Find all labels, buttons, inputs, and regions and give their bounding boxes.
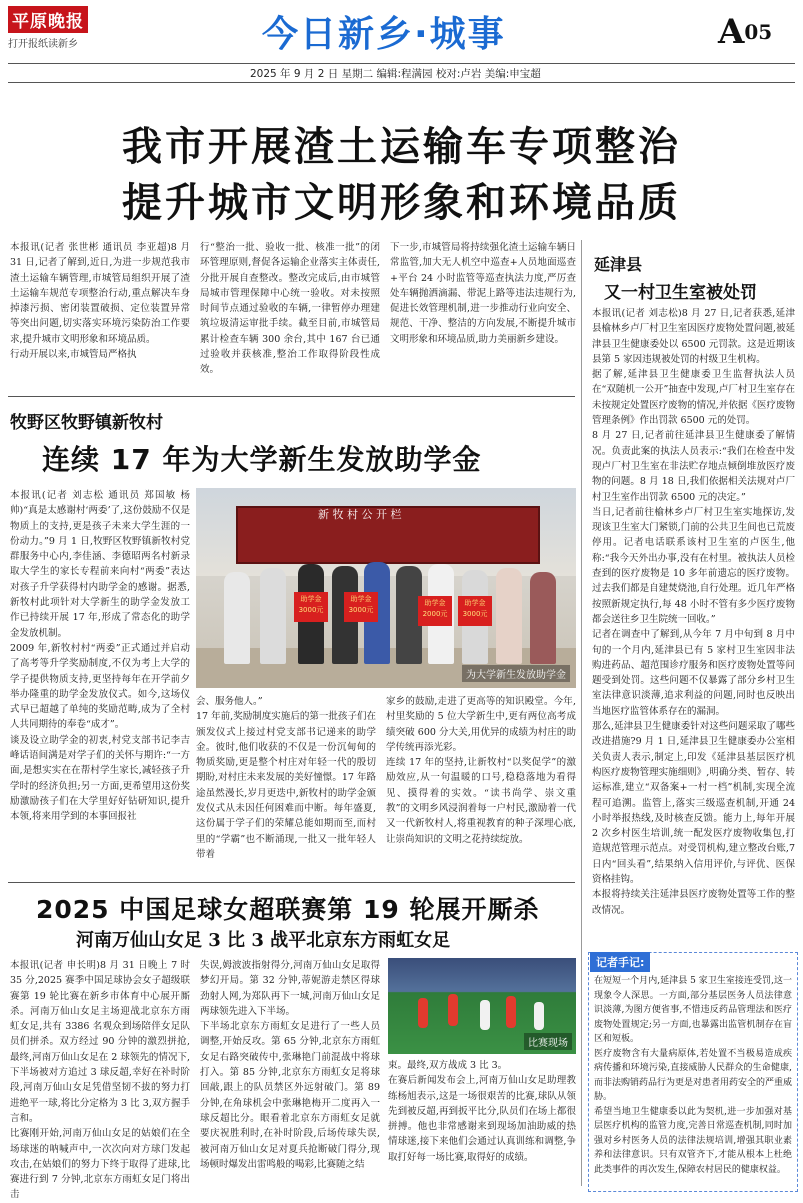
reporter-notes-body: 在短短一个月内,延津县 5 家卫生室接连受罚,这一现象令人深思。一方面,部分基层医务人员法律意识淡薄,为图方便省事,不惜违反药品管理法和医疗废物处置规定;另一方面,也暴露出监管机制存在盲区和短板。 医疗废物含有大量病原体,若处置不当极易造成疾病传播和环境污染,直接威胁人民群众的生命健康,而非法购销药品行为更是对患者用药安全的严重威胁。 希望当地卫生健康委以此为契机,进一步加强对基层医疗机构的监管力度,完善日常巡查机制,同时加强对乡村医务人员的法律法规培训,增强其职业素养和法律意识。只有双管齐下,才能从根本上杜绝此类事件的再次发生,保障农村居民的健康权益。	[594, 976, 793, 1175]
bursary-placard: 助学金 3000元	[294, 592, 328, 622]
issue-line: 2025 年 9 月 2 日 星期二 编辑:程满园 校对:卢岩 美编:申宝超	[250, 68, 541, 80]
bursary-bottom-rule	[8, 882, 575, 883]
bursary-column-1: 本报讯(记者 刘志松 通讯员 郑国敏 杨帅)“真是太感谢村‘两委’了,这份鼓励不仅是物质上的支持,更是孩子未来大学生涯的一份动力。”9 月 1 日,牧野区牧野镇新牧村党群服务中心内,李佳涵、李德昭两名村新录取大学生的家长专程前来向村“两委”表达对孩子升学获得村内助学金的感谢。据悉,新牧村此项针对大学新生的助学金发放工作已持续开展 17 年,形成了常态化的助学金发放机制。 2009 年,新牧村村“两委”正式通过并启动了高考等升学奖励制度,不仅为考上大学的学子提供物质支持,更坚持每年在开学前夕举办隆重的助学金发放仪式。如今,这场仪式早已超越了单纯的奖励范畴,成为了全村人共同期待的奉卷“成才”。 谈及设立助学金的初衷,村党支部书记李吉峰话语间满是对学子们的关怀与期许:“一方面,是想实实在在帮村学生家长,减轻孩子升学时的经济负担;另一方面,更希望用这份奖励激励孩子们在大学里好好钻研知识,提升本领,将来用学到的本事回报社	[10, 490, 190, 823]
person-figure	[224, 572, 250, 664]
person-figure	[496, 568, 522, 664]
logo-subtitle: 打开报纸读新乡	[8, 39, 78, 50]
football-column-2: 失误,姆波波指射得分,河南万仙山女足取得梦幻开局。第 32 分钟,蒂妮游走禁区得球劲射人网,为郑队再下一城,河南万仙山女足两球领先进入下半场。 下半场北京东方雨虹女足进行了一些人员调整,开始反攻。第 65 分钟,北京东方雨虹女足右路突破传中,张琳艳门前混战中将球打入。第 85 分钟,北京东方雨虹女足将球回敲,跟上的队员禁区外远射破门。第 89 分钟,在角球机会中张琳艳梅开二度再入一球反超比分。眼看着北京东方雨虹女足就要庆祝胜利时,在补时阶段,后场传球失误,被河南万仙山女足对夏兵抢断破门得分,现场顿时爆发出雷鸣般的喝彩,比赛随之结	[200, 960, 380, 1170]
bursary-headline: 连续 17 年为大学新生发放助学金	[42, 443, 482, 476]
player-figure	[534, 1002, 544, 1030]
lead-column-1: 本报讯(记者 张世彬 通讯员 李亚超)8 月 31 日,记者了解到,近日,为进一步规范我市渣土运输车辆管理,市城管局组织开展了渣土运输车规范专项整治行动,重点解决车身掉漆污损、密闭装置破损、定位装置异常等突出问题,切实落实环境污染防治工作要求,提升城市文明形象和环境品质。 行动开展以来,市城管局严格执	[10, 242, 190, 361]
person-figure	[260, 568, 286, 664]
yanjin-headline: 又一村卫生室被处罚	[604, 283, 757, 303]
player-figure	[418, 998, 428, 1028]
lead-bottom-rule	[8, 396, 575, 397]
football-headline: 2025 中国足球女超联赛第 19 轮展开厮杀	[36, 895, 540, 924]
newspaper-logo	[8, 6, 93, 50]
page-letter: A	[718, 12, 745, 52]
person-figure	[530, 572, 556, 664]
player-figure	[506, 996, 516, 1028]
bursary-placard: 助学金 2000元	[418, 596, 452, 626]
bursary-placard: 助学金 3000元	[458, 596, 492, 626]
lead-headline-line1: 我市开展渣土运输车专项整治	[122, 123, 681, 170]
bursary-photo-caption: 为大学新生发放助学金	[462, 665, 570, 682]
header-rule-bottom	[8, 82, 795, 83]
bursary-column-3: 家乡的鼓励,走进了更高等的知识殿堂。今年,村里奖励的 5 位大学新生中,更有两位高考成绩突破 600 分大关,用优异的成绩为村庄的助学传统再添光彩。 连续 17 年的坚持,让新牧村“以奖促学”的激励效应,从一句温暖的口号,稳稳落地为看得见、摸得着的实效。“读书尚学、崇文重教”的文明乡风浸润着每一户村民,激励着一代又一代新牧村人,将重视教育的种子深埋心底,让崇尚知识的文明之花持续绽放。	[386, 696, 576, 845]
lead-column-3: 下一步,市城管局将持续强化渣土运输车辆日常监管,加大无人机空中巡查+人员地面巡查+平台 24 小时监管等巡查执法力度,严厉查处车辆抛洒滴漏、带泥上路等违法违规行为,促进长效管理机制,进一步推动行业向安全、规范、干净、整洁的方向发展,不断提升城市文明形象和环境品质,助力美丽新乡建设。	[390, 242, 576, 345]
lead-headline-line2: 提升城市文明形象和环境品质	[122, 179, 681, 226]
football-photo	[388, 958, 576, 1054]
logo-text: 平原晚报	[8, 6, 88, 33]
football-photo-caption: 比赛现场	[524, 1033, 572, 1050]
football-subheadline: 河南万仙山女足 3 比 3 战平北京东方雨虹女足	[76, 930, 451, 951]
bursary-kicker: 牧野区牧野镇新牧村	[10, 413, 163, 433]
football-column-1: 本报讯(记者 申长明)8 月 31 日晚上 7 时 35 分,2025 赛季中国足球协会女子超级联赛第 19 轮比赛在新乡市体育中心展开厮杀。河南万仙山女足主场迎战北京东方雨虹女足,共有 3386 名观众到场陪伴女足队员们拼杀。双方经过 90 分钟的激烈拼抢,最终,河南万仙山女足在 2 球领先的情况下,下半场被对方追过 3 球反超,幸好在补时阶段,河南万仙山女足凭借坚韧不拔的努力打进绝平一球,将比分定格为 3 比 3,双方握手言和。 比赛刚开始,河南万仙山女足的姑娘们在全场球迷的呐喊声中,一次次向对方球门发起攻击,在姑娘们的努力下终于取得了进球,比赛进行到 7 分钟,北京东方雨虹女足门将出击	[10, 960, 190, 1201]
header-rule-top	[8, 63, 795, 64]
player-figure	[448, 994, 458, 1026]
bursary-photo	[196, 488, 576, 688]
bursary-placard: 助学金 3000元	[344, 592, 378, 622]
bursary-column-2: 会、服务他人。” 17 年前,奖励制度实施后的第一批孩子们在颁发仪式上接过村党支部书记递来的助学金。彼时,他们收获的不仅是一份沉甸甸的物质奖励,更是整个村庄对年轻一代的殷切期盼,对村庄未来发展的美好憧憬。17 年路途虽然漫长,岁月更迭中,新牧村的助学金颁发仪式从未因任何困难而中断。每年盛夏,这份属于学子们的荣耀总能如期而至,而村里的“学霸”也不断涌现,一批又一批年轻人带着	[196, 696, 376, 860]
section-title: 今日新乡·城事	[262, 14, 506, 55]
football-column-3: 束。最终,双方战成 3 比 3。 在赛后新闻发布会上,河南万仙山女足助理教练杨旭表示,这是一场很艰苦的比赛,球队从领先到被反超,再到扳平比分,队员们在场上都很拼搏。他也非常感谢来到现场加油助威的热情球迷,接下来他们会通过认真训练和调整,争取打好每一场比赛,取得好的成绩。	[388, 1060, 576, 1163]
page-number	[718, 12, 772, 52]
lead-column-2: 行“整治一批、验收一批、核准一批”的闭环管理原则,督促各运输企业落实主体责任,分批开展自查整改。整改完成后,由市城管局城市管理保障中心统一验收。对未按照时间节点通过验收的车辆,一律暂停办理建筑垃圾清运审批手续。截至目前,市城管局累计检查车辆 300 余台,其中 167 台已通过验收并获核准,整治工作取得阶段性成效。	[200, 242, 380, 376]
yanjin-body: 本报讯(记者 刘志松)8 月 27 日,记者获悉,延津县榆林乡卢厂村卫生室因医疗废物处置问题,被延津县卫生健康委处以 6500 元罚款。这是近期该县第 5 家因违规被处罚的村级卫生机构。 据了解,延津县卫生健康委卫生监督执法人员在“双随机一公开”抽查中发现,卢厂村卫生室存在未按规定处置医疗废物的情况,并依据《医疗废物管理条例》作出罚款 6500 元的处罚。 8 月 27 日,记者前往延津县卫生健康委了解情况。负责此案的执法人员表示:“我们在检查中发现卢厂村卫生室在非法贮存地点倾倒堆放医疗废物的问题。8 月 18 日,我们依据相关法规对卢厂村卫生室作出罚款 6500 元的决定。” 当日,记者前往榆林乡卢厂村卫生室实地探访,发现该卫生室大门紧锁,门前的公共卫生间也已荒废停用。记者电话联系该村卫生室的卢医生,他称:“我今天外出办事,没有在村里。被执法人员检查到的医疗废物是 10 多年前遗忘的医疗废物。过去我们都是自建焚烧池,自行处理。近几年严格按照新规定执行,每 48 小时不管有多少医疗废物都会送往乡卫生院统一回收。” 记者在调查中了解到,从今年 7 月中旬到 8 月中旬的一个月内,延津县已有 5 家村卫生室因非法购进药品、超范围诊疗服务和医疗废物处置等问题受到处罚。这些问题不仅暴露了部分乡村卫生室法律意识淡薄,追求利益的问题,同时也反映出当地医疗监管体系存在的漏洞。 那么,延津县卫生健康委针对这些问题采取了哪些改进措施?9 月 1 日,延津县卫生健康委办公室相关负责人表示,制定上,印发《延津县基层医疗机构医疗废物管理实施细则》,明确分类、暂存、转运标准,建立“双备案+一村一档”机制,实现全流程可追溯。监管上,落实三级巡查机制,开通 24 小时举报热线,及时核查反馈。能力上,每年开展 2 次乡村医生培训,统一配发医疗废物收集包,打造规范管理示范点。对受罚机构,建立整改台账,7 日内“回头看”,结果纳入信用评价,与评优、医保资格挂钩。 本报将持续关注延津县医疗废物处置等工作的整改情况。	[592, 308, 795, 916]
page-digits: 05	[744, 20, 773, 44]
yanjin-kicker: 延津县	[594, 255, 643, 274]
reporter-notes-label: 记者手记:	[590, 952, 650, 972]
bulletin-board-sign: 新 牧 村 公 开 栏	[318, 508, 402, 521]
bulletin-board	[236, 506, 540, 564]
column-divider	[581, 240, 582, 1186]
player-figure	[480, 1000, 490, 1030]
